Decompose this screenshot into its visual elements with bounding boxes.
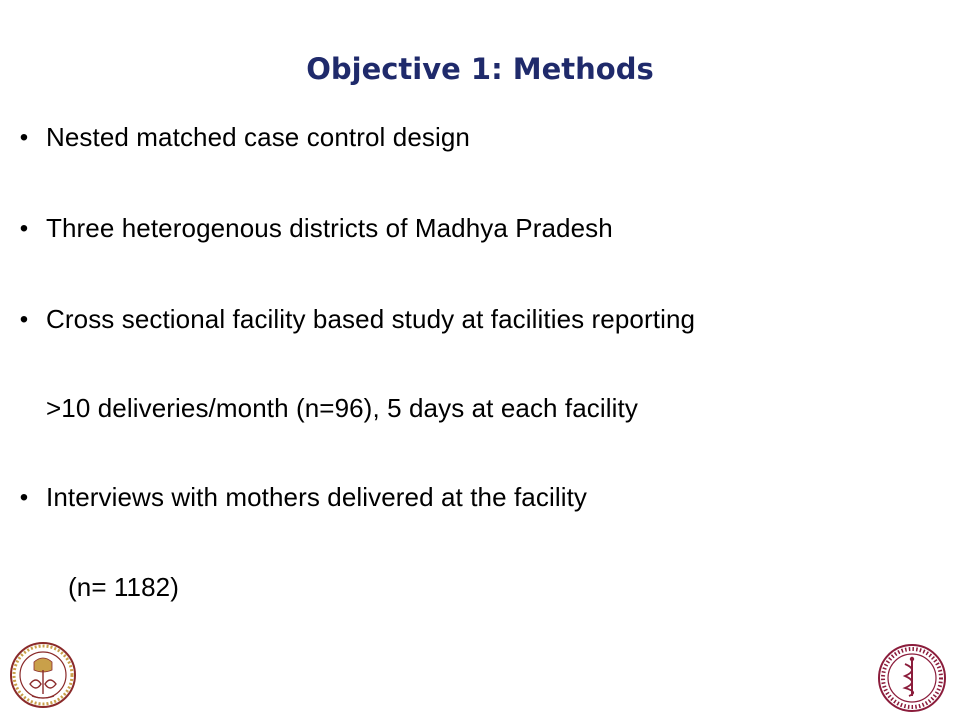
bullet-continuation: >10 deliveries/month (n=96), 5 days at each facility	[46, 393, 638, 423]
college-seal-icon	[8, 640, 78, 710]
bullet-text: Interviews with mothers delivered at the facility	[46, 482, 588, 512]
bullet-dot-icon: •	[19, 306, 29, 333]
bullet-text: Nested matched case control design	[46, 122, 470, 152]
bullet-item	[19, 122, 470, 153]
bullet-dot-icon: •	[19, 124, 29, 151]
karolinska-seal-icon	[876, 642, 948, 714]
slide-title: Objective 1: Methods	[306, 52, 654, 86]
bullet-continuation: (n= 1182)	[68, 572, 179, 602]
bullet-text: Three heterogenous districts of Madhya Pradesh	[46, 213, 613, 243]
bullet-item	[19, 482, 588, 513]
bullet-item	[19, 304, 696, 335]
bullet-text: Cross sectional facility based study at facilities reporting	[46, 304, 696, 334]
bullet-dot-icon: •	[19, 215, 29, 242]
bullet-item	[19, 213, 613, 244]
bullet-dot-icon: •	[19, 484, 29, 511]
